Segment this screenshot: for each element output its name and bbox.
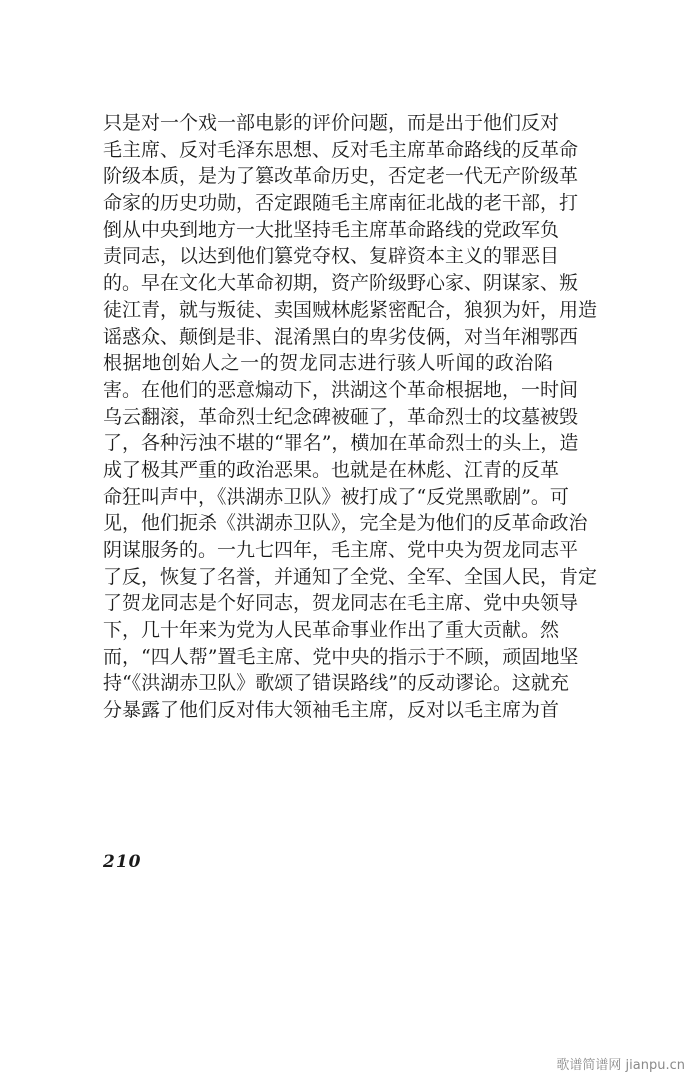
text-line: 害。在他们的恶意煽动下，洪湖这个革命根据地，一时间 — [103, 378, 579, 401]
text-line: 谣惑众、颠倒是非、混淆黑白的卑劣伎俩，对当年湘鄂西 — [103, 325, 579, 348]
text-line: 只是对一个戏一部电影的评价问题，而是出于他们反对 — [103, 112, 560, 134]
text-line: 了贺龙同志是个好同志，贺龙同志在毛主席、党中央领导 — [103, 592, 579, 615]
text-line: 命家的历史功勋，否定跟随毛主席南征北战的老干部，打 — [103, 192, 579, 215]
text-line: 见，他们扼杀《洪湖赤卫队》，完全是为他们的反革命政治 — [103, 512, 588, 535]
text-line: 责同志，以达到他们篡党夺权、复辟资本主义的罪恶目 — [103, 245, 560, 268]
text-line: 分暴露了他们反对伟大领袖毛主席，反对以毛主席为首 — [103, 699, 560, 722]
site-watermark: 歌谱简谱网 jianpu.cn — [556, 1058, 685, 1073]
text-line: 了，各种污浊不堪的“罪名”，横加在革命烈士的头上，造 — [103, 432, 579, 455]
text-line: 乌云翻滚，革命烈士纪念碑被砸了，革命烈士的坟墓被毁 — [103, 405, 579, 428]
text-line: 下，几十年来为党为人民革命事业作出了重大贡献。然 — [103, 619, 560, 642]
page-number: 210 — [103, 852, 142, 872]
text-line: 命狂叫声中，《洪湖赤卫队》被打成了“反党黑歌剧”。可 — [103, 485, 569, 508]
text-line: 徒江青，就与叛徒、卖国贼林彪紧密配合，狼狈为奸，用造 — [103, 298, 598, 321]
text-line: 的。早在文化大革命初期，资产阶级野心家、阴谋家、叛 — [103, 272, 579, 295]
text-line: 阴谋服务的。一九七四年，毛主席、党中央为贺龙同志平 — [103, 539, 579, 561]
text-line: 毛主席、反对毛泽东思想、反对毛主席革命路线的反革命 — [103, 138, 579, 161]
text-line: 成了极其严重的政治恶果。也就是在林彪、江青的反革 — [103, 458, 560, 481]
text-line: 阶级本质，是为了篡改革命历史，否定老一代无产阶级革 — [103, 165, 579, 188]
text-line: 倒从中央到地方一大批坚持毛主席革命路线的党政军负 — [103, 218, 560, 241]
body-text — [103, 110, 598, 724]
text-line: 持“《洪湖赤卫队》歌颂了错误路线”的反动谬论。这就充 — [103, 672, 569, 695]
text-line: 根据地创始人之一的贺龙同志进行骇人听闻的政治陷 — [103, 352, 553, 375]
text-line: 而，“四人帮”置毛主席、党中央的指示于不顾，顽固地坚 — [103, 645, 579, 668]
text-line: 了反，恢复了名誉，并通知了全党、全军、全国人民，肯定 — [103, 565, 598, 588]
